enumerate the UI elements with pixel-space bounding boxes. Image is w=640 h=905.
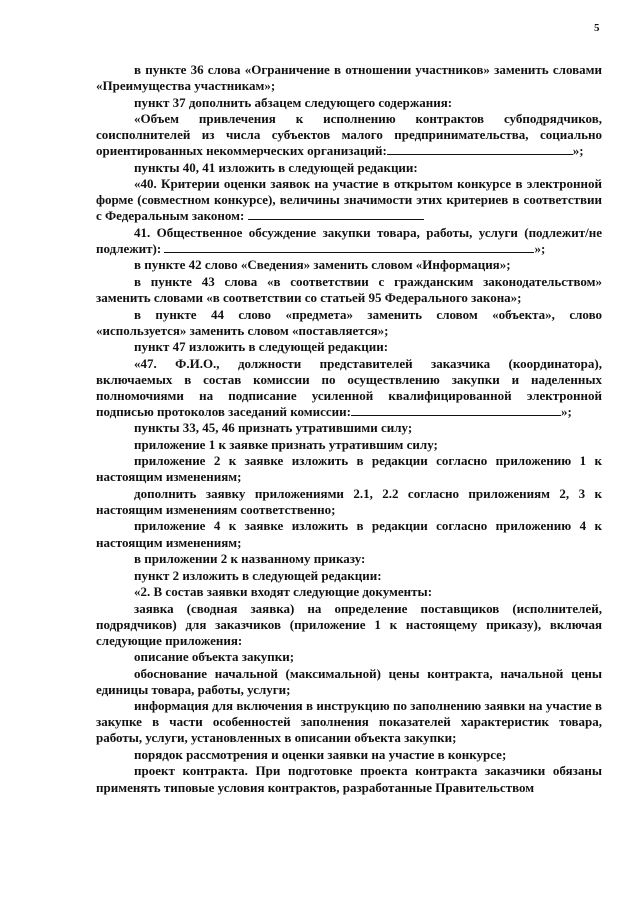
paragraph: заявка (сводная заявка) на определение поставщиков (исполнителей, подрядчиков) для заказчиков (приложение 1 к настоящему приказу), включая следующие приложения: — [96, 600, 602, 648]
paragraph: пункты 33, 45, 46 признать утратившими силу; — [134, 420, 413, 436]
paragraph: в пункте 36 слова «Ограничение в отношении участников» заменить словами «Преимущества участникам»; — [96, 62, 602, 94]
paragraph: «40. Критерии оценки заявок на участие в открытом конкурсе в электронной форме (совместном конкурсе), величины значимости этих критериев в соответствии с Федеральным законом: — [96, 176, 602, 224]
paragraph: «Объем привлечения к исполнению контрактов субподрядчиков, соисполнителей из числа субъектов малого предпринимательства, социально ориентированных некоммерческих организаций: »; — [96, 111, 602, 159]
document-body — [96, 62, 602, 796]
paragraph: порядок рассмотрения и оценки заявки на участие в конкурсе; — [134, 746, 507, 762]
paragraph: в приложении 2 к названному приказу: — [134, 551, 366, 567]
paragraph: в пункте 43 слова «в соответствии с гражданским законодательством» заменить словами «в соответствии со статьей 95 Федерального закона»; — [96, 273, 602, 306]
paragraph: пункт 37 дополнить абзацем следующего содержания: — [134, 94, 453, 110]
paragraph: пункт 47 изложить в следующей редакции: — [134, 339, 389, 355]
paragraph: обоснование начальной (максимальной) цены контракта, начальной цены единицы товара, работы, услуги; — [96, 665, 602, 697]
paragraph: проект контракта. При подготовке проекта контракта заказчики обязаны применять типовые условия контрактов, разработанные Правительством — [96, 763, 602, 795]
paragraph: в пункте 44 слово «предмета» заменить словом «объекта», слово «используется» заменить словом «поставляется»; — [96, 306, 602, 338]
paragraph: «2. В состав заявки входят следующие документы: — [134, 584, 433, 600]
paragraph: в пункте 42 слово «Сведения» заменить словом «Информация»; — [134, 257, 511, 273]
paragraph: пункты 40, 41 изложить в следующей редакции: — [134, 159, 418, 175]
paragraph: приложение 2 к заявке изложить в редакции согласно приложению 1 к настоящим изменениям; — [96, 453, 602, 485]
paragraph: дополнить заявку приложениями 2.1, 2.2 согласно приложениям 2, 3 к настоящим изменениям соответственно; — [96, 485, 602, 517]
paragraph: приложение 1 к заявке признать утратившим силу; — [134, 436, 438, 452]
page-number: 5 — [594, 22, 600, 34]
paragraph: описание объекта закупки; — [134, 649, 295, 665]
fill-in-blank — [248, 208, 424, 220]
fill-in-blank — [387, 143, 573, 155]
paragraph: информация для включения в инструкцию по заполнению заявки на участие в закупке в части особенностей заполнения показателей характеристик товара, работы, услуги, установленных в описании объекта закупки; — [96, 698, 602, 746]
paragraph: 41. Общественное обсуждение закупки товара, работы, услуги (подлежит/не подлежит): »; — [96, 224, 602, 256]
paragraph: «47. Ф.И.О., должности представителей заказчика (координатора), включаемых в состав комиссии по осуществлению закупки и наделенных полномочиями на подписание усиленной квалифицированной электронной подписью протоколов заседаний комиссии: »; — [96, 355, 602, 419]
fill-in-blank — [164, 241, 534, 253]
fill-in-blank — [351, 404, 561, 416]
paragraph: пункт 2 изложить в следующей редакции: — [134, 567, 382, 583]
paragraph: приложение 4 к заявке изложить в редакции согласно приложению 4 к настоящим изменениям; — [96, 518, 602, 550]
